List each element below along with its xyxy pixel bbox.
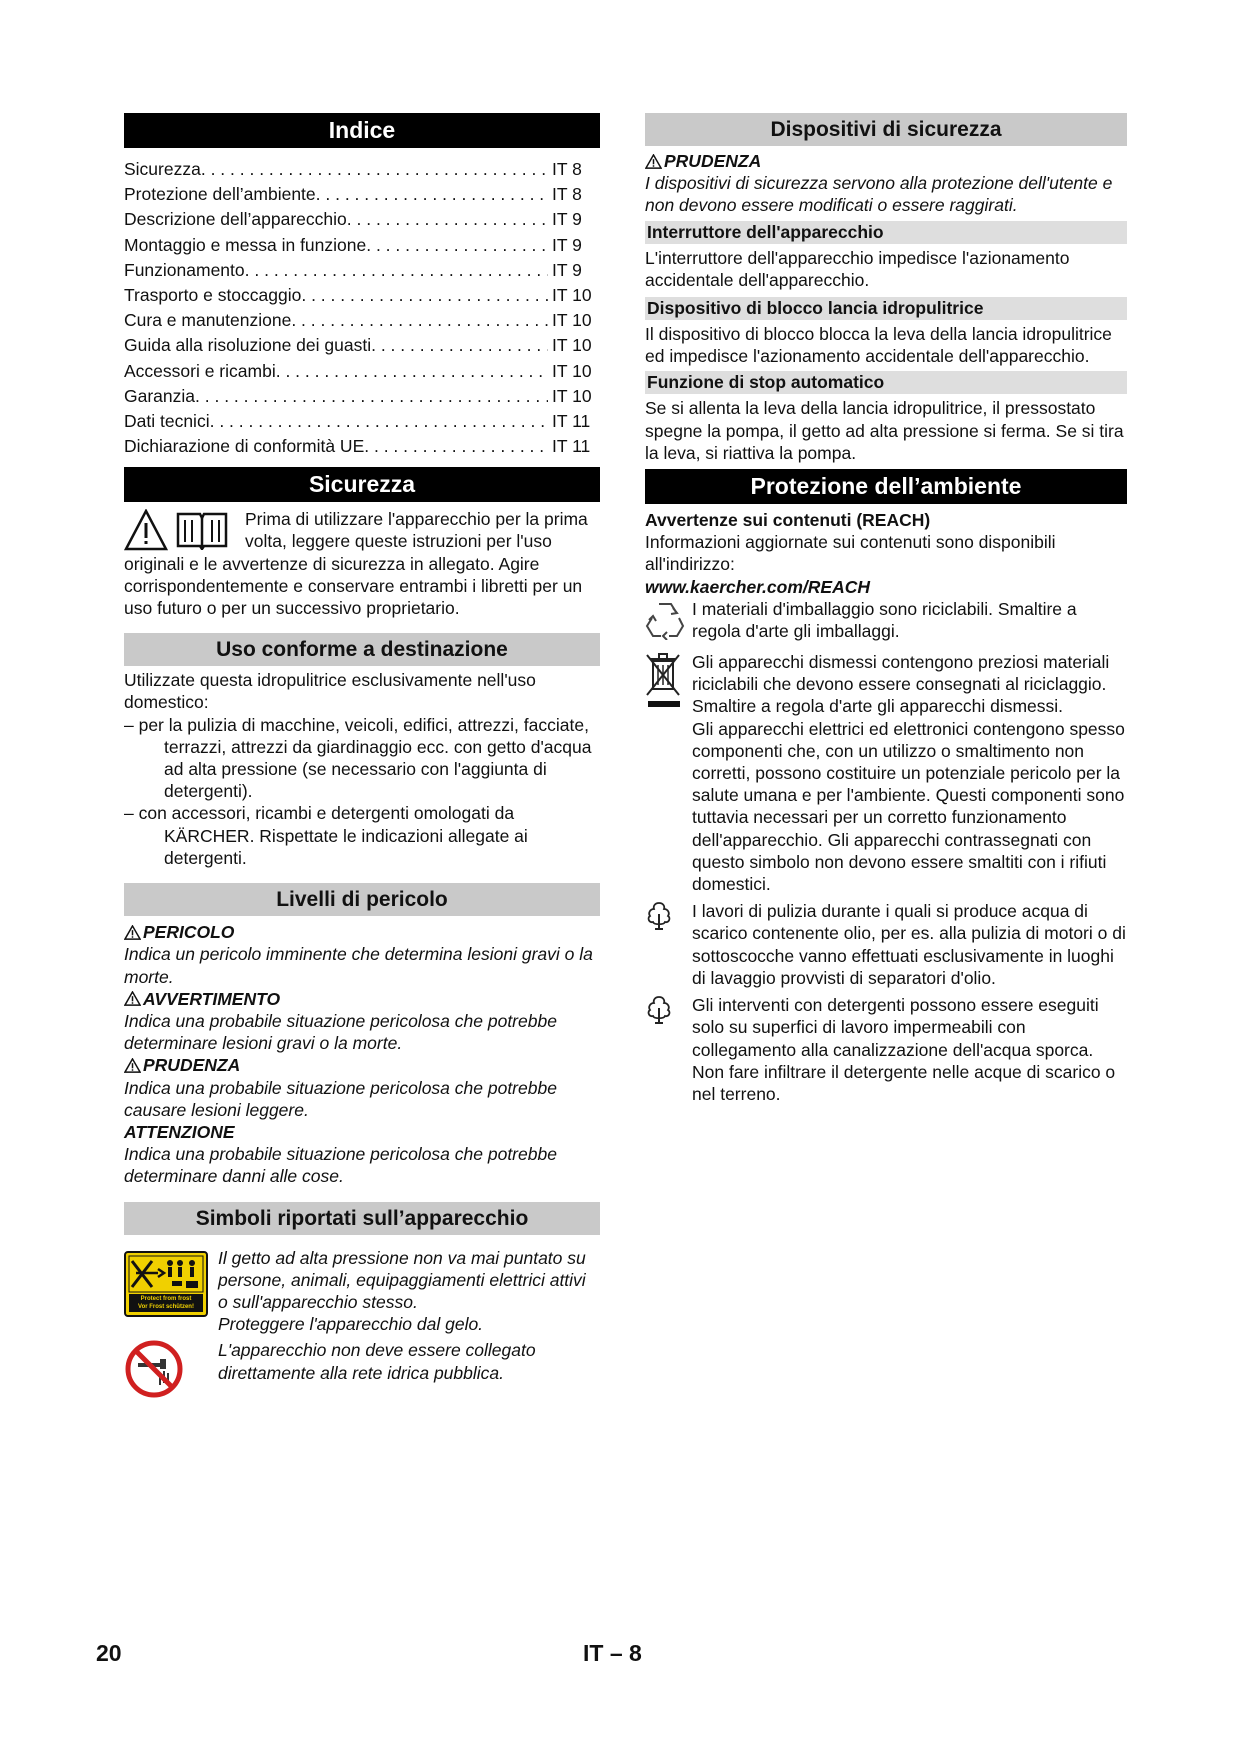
toc-label: Garanzia [124,385,196,406]
gun-lock-heading: Dispositivo di blocco lancia idropulitrice [645,297,1127,320]
read-manual-icon [174,510,230,550]
caution-label: PRUDENZA [143,1055,241,1076]
warning-triangle-icon [124,1058,141,1073]
intended-use-item: – per la pulizia di macchine, veicoli, edifici, attrezzi, facciate, terrazzi, attrezzi da giardinaggio ecc. con getto d'acqua ad alta pressione (se necessario con l'aggiunta di detergenti). [124,714,592,802]
attention-text: Indica una probabile situazione pericolosa che potrebbe determinare danni alle cose. [124,1144,557,1187]
page-number: 20 [96,1640,122,1666]
toc-label: Cura e manutenzione [124,310,292,331]
toc-row[interactable] [124,359,600,384]
env-text: Gli apparecchi dismessi contengono preziosi materiali riciclabili che devono essere consegnati al riciclaggio. Smaltire a regola d'arte gli apparecchi dismessi. [692,652,1110,717]
table-of-contents [124,157,600,459]
warning-triangle-icon [124,925,141,940]
high-pressure-warning-label [124,1251,218,1322]
frost-label-line: Vor Frost schützen! [138,1303,194,1310]
safety-heading: Sicurezza [124,467,600,502]
toc-label: Protezione dell’ambiente [124,184,316,205]
warning-triangle-icon [645,154,662,169]
env-text: I materiali d'imballaggio sono riciclabili. Smaltire a regola d'arte gli imballaggi. [692,598,1077,642]
warning-triangle-icon [124,991,141,1006]
toc-page: IT 10 [552,385,592,406]
safety-intro-text: Prima di utilizzare l'apparecchio per la prima volta, leggere queste istruzioni per l'uso originali e le avvertenze di sicurezza in allegato. Agire corrispondentemente e conservare entrambi i libretti per un uso futuro o per un successivo proprietario. [124,509,588,619]
reach-heading: Avvertenze sui contenuti (REACH) [645,510,931,531]
toc-title: Indice [124,113,600,148]
toc-page: IT 9 [552,234,582,255]
toc-label: Montaggio e messa in funzione [124,234,367,255]
left-column [124,113,600,1405]
toc-row[interactable] [124,207,600,232]
danger-head [124,921,600,943]
no-mains-water-label [124,1339,218,1404]
env-row [645,651,1127,895]
caution-label: PRUDENZA [664,151,762,171]
reach-url[interactable]: www.kaercher.com/REACH [645,576,870,597]
env-text: Gli apparecchi elettrici ed elettronici contengono spesso componenti che, con un utilizzo o smaltimento non corretti, possono costituire un potenziale pericolo per la salute umana e per l'ambiente. Questi componenti sono tuttavia necessari per un corretto funzionamento dell'apparecchio. Gli apparecchi contrassegnati con questo simbolo non devono essere smaltiti con i rifiuti domestici. [692,718,1125,895]
caution-text: Indica una probabile situazione pericolosa che potrebbe causare lesioni leggere. [124,1077,557,1120]
danger-label: PERICOLO [143,922,235,943]
intended-use-intro: Utilizzate questa idropulitrice esclusivamente nell'uso domestico: [124,670,536,713]
warning-label: AVVERTIMENTO [143,988,281,1009]
environment-tree-icon [645,994,673,1024]
crossed-bin-icon [645,651,683,711]
symbols-heading: Simboli riportati sull’apparecchio [124,1202,600,1235]
page-footer-code: IT – 8 [583,1640,642,1666]
toc-row[interactable] [124,182,600,207]
device-switch-text: L'interruttore dell'apparecchio impedisce l'azionamento accidentale dell'apparecchio. [645,247,1070,290]
toc-row[interactable] [124,258,600,283]
danger-levels-body [124,921,600,1187]
symbol-text-line: Il getto ad alta pressione non va mai puntato su persone, animali, equipaggiamenti elettrici attivi o sull'apparecchio stesso. [218,1247,586,1312]
toc-page: IT 9 [552,209,582,230]
toc-label: Funzionamento [124,259,245,280]
toc-label: Trasporto e stoccaggio [124,284,302,305]
caution-head [124,1054,600,1076]
safety-icons [124,508,241,552]
danger-levels-heading: Livelli di pericolo [124,883,600,916]
symbol-text [218,1247,600,1336]
env-row [645,900,1127,989]
intended-use-item: – con accessori, ricambi e detergenti omologati da KÄRCHER. Rispettate le indicazioni allegate ai detergenti. [124,803,528,868]
toc-row[interactable] [124,233,600,258]
no-direct-water-connection-icon [124,1339,184,1399]
env-text: Gli interventi con detergenti possono essere eseguiti solo su superfici di lavoro impermeabili con collegamento alla canalizzazione dell'acqua sporca. Non fare infiltrare il detergente nelle acque di scarico o nel terreno. [692,995,1116,1104]
toc-label: Descrizione dell’apparecchio [124,209,347,230]
toc-page: IT 8 [552,159,582,179]
gun-lock-text: Il dispositivo di blocco blocca la leva della lancia idropulitrice ed impedisce l'azionamento accidentale dell'apparecchio. [645,324,1112,367]
safety-devices-body [645,150,1127,464]
env-row [645,994,1127,1105]
toc-row[interactable] [124,308,600,333]
frost-label-line: Protect from frost [140,1295,192,1302]
toc-page: IT 9 [552,259,582,280]
symbol-text-line: Proteggere l'apparecchio dal gelo. [218,1314,484,1335]
attention-label: ATTENZIONE [124,1121,235,1142]
recycle-icon [645,598,685,640]
toc-page: IT 8 [552,184,582,205]
toc-page: IT 10 [552,335,592,356]
environment-body [645,509,1127,1105]
danger-text: Indica un pericolo imminente che determina lesioni gravi o la morte. [124,944,593,987]
toc-page: IT 11 [552,436,591,457]
intended-use-heading: Uso conforme a destinazione [124,633,600,666]
toc-page: IT 10 [552,310,592,331]
toc-page: IT 11 [552,410,591,431]
symbol-row [124,1247,600,1336]
safety-devices-heading: Dispositivi di sicurezza [645,113,1127,146]
toc-label: Guida alla risoluzione dei guasti [124,335,372,356]
device-switch-heading: Interruttore dell'apparecchio [645,221,1127,244]
toc-label: Dichiarazione di conformità UE [124,436,365,457]
safety-intro-block [124,508,600,619]
caution-text: I dispositivi di sicurezza servono alla protezione dell'utente e non devono essere modificati o essere raggirati. [645,173,1113,216]
auto-stop-text: Se si allenta la leva della lancia idropulitrice, il pressostato spegne la pompa, il getto ad alta pressione si ferma. Se si tira la leva, si riattiva la pompa. [645,398,1124,463]
caution-head [645,150,1127,172]
warning-text: Indica una probabile situazione pericolosa che potrebbe determinare lesioni gravi o la morte. [124,1010,557,1054]
symbol-row [124,1339,600,1404]
symbols-body [124,1247,600,1405]
toc-label: Sicurezza [124,159,201,179]
toc-row[interactable] [124,409,600,434]
toc-row[interactable] [124,434,600,459]
toc-label: Accessori e ricambi [124,360,276,381]
warning-triangle-icon [124,509,168,551]
env-row [645,598,1127,645]
toc-row[interactable] [124,283,600,308]
auto-stop-heading: Funzione di stop automatico [645,371,1127,394]
toc-row[interactable] [124,333,600,358]
toc-label: Dati tecnici [124,410,210,431]
toc-row[interactable] [124,384,600,409]
environment-heading: Protezione dell’ambiente [645,469,1127,504]
reach-text: Informazioni aggiornate sui contenuti sono disponibili all'indirizzo: [645,532,1056,575]
warning-head [124,988,600,1010]
intended-use-body [124,669,600,869]
env-text: I lavori di pulizia durante i quali si produce acqua di scarico contenente olio, per es. alla pulizia di motori o di sottoscocche vanno effettuati esclusivamente in luoghi di lavaggio provvisti di separatori d'olio. [692,901,1126,988]
symbol-text: L'apparecchio non deve essere collegato direttamente alla rete idrica pubblica. [218,1340,536,1383]
environment-tree-icon [645,900,673,930]
toc-row[interactable] [124,157,600,182]
toc-page: IT 10 [552,284,592,305]
toc-page: IT 10 [552,360,592,381]
right-column [645,113,1127,1105]
